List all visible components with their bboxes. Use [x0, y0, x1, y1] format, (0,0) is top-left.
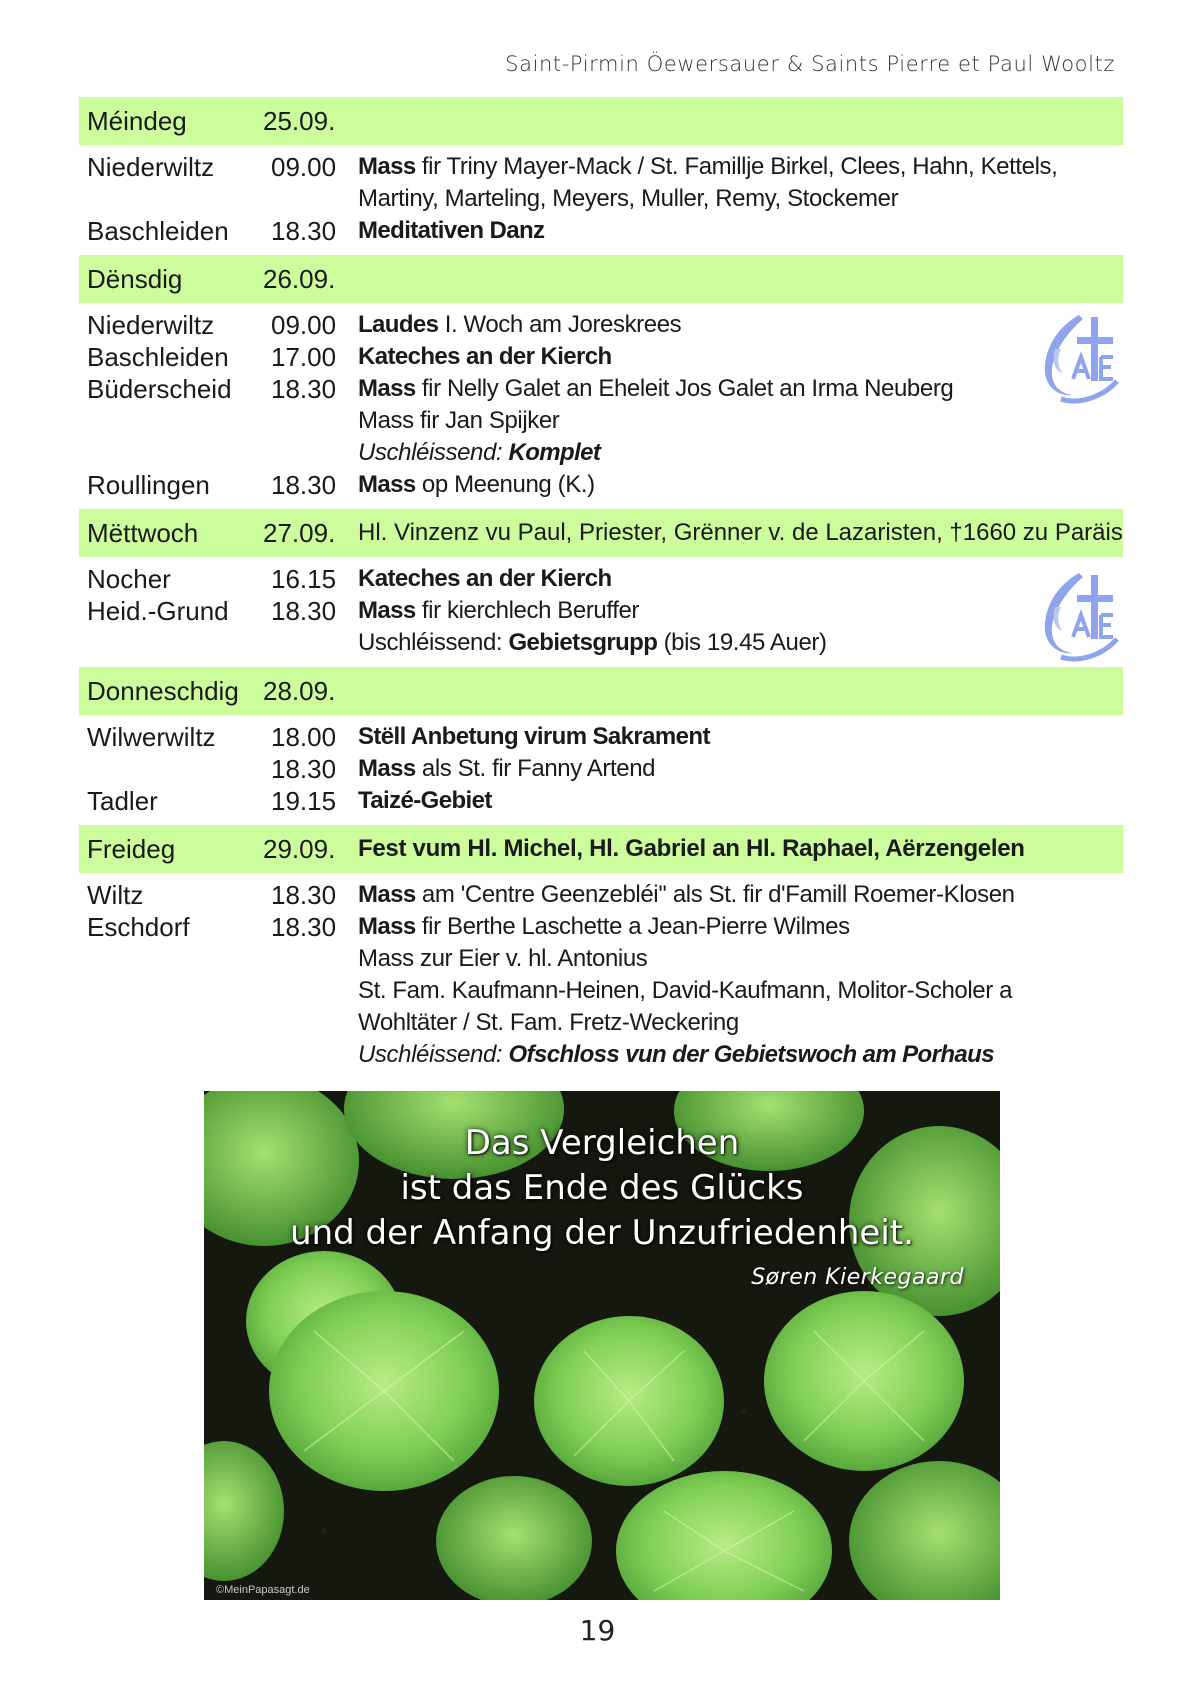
entry-place: Heid.-Grund — [87, 596, 229, 626]
entry-time: 19.15 — [271, 786, 337, 816]
day-bar-meindeg — [79, 97, 1123, 145]
entry — [79, 151, 1123, 215]
entry-text: Mass als St. fir Fanny Artend — [358, 755, 656, 782]
entry-text: Mass op Meenung (K.) — [358, 471, 595, 498]
page-number: 19 — [579, 1614, 616, 1647]
day-name: Donneschdig — [87, 675, 239, 706]
entry — [79, 721, 1123, 753]
entry-time: 18.30 — [271, 216, 337, 246]
day-name: Méindeg — [87, 105, 187, 136]
entry-place: Niederwiltz — [87, 310, 215, 340]
entry-place: Baschleiden — [87, 342, 229, 372]
schedule — [79, 97, 1123, 1079]
entry — [79, 373, 1123, 469]
entry-place — [79, 753, 263, 785]
entry-time: 18.30 — [271, 596, 337, 626]
day-bar-donneschdig — [79, 667, 1123, 715]
day-bar-mettwoch — [79, 509, 1123, 557]
entry-time: 18.30 — [271, 470, 337, 500]
entry-text: Mass fir Berthe Laschette a Jean-Pierre Wilmes Mass zur Eier v. hl. Antonius St. Fam. Kaufmann-Heinen, David-Kaufmann, Molitor-Scholer a Wohltäter / St. Fam. Fretz-Weckering Uschléissend: Ofschloss vun der Gebietswoch am Porhaus — [358, 913, 1013, 1068]
entry-time: 16.15 — [271, 564, 337, 594]
entry-text: Meditativen Danz — [358, 217, 545, 244]
day-entries-meindeg — [79, 151, 1123, 247]
day-entries-densdig — [79, 309, 1123, 501]
day-date: 28.09. — [263, 675, 336, 706]
day-date: 29.09. — [263, 833, 336, 864]
entry-time: 18.30 — [271, 912, 337, 942]
entry-time: 18.30 — [271, 374, 337, 404]
entry — [79, 595, 1123, 659]
entry-time: 18.30 — [271, 754, 337, 784]
entry-time: 17.00 — [271, 342, 337, 372]
day-name: Mëttwoch — [87, 517, 199, 548]
entry-text: Taizé-Gebiet — [358, 787, 492, 814]
entry-place: Eschdorf — [87, 912, 190, 942]
entry-text: Kateches an der Kierch — [358, 343, 612, 370]
entry-text: Kateches an der Kierch — [358, 565, 612, 592]
entry-time: 18.00 — [271, 722, 337, 752]
entry-place: Nocher — [87, 564, 171, 594]
day-name: Freideg — [87, 833, 176, 864]
day-date: 26.09. — [263, 263, 336, 294]
entry-place: Wiltz — [87, 880, 144, 910]
entry-text: Mass fir kierchlech Beruffer Uschléissend: Gebietsgrupp (bis 19.45 Auer) — [358, 597, 827, 656]
entry-text: Stëll Anbetung virum Sakrament — [358, 723, 710, 750]
entry — [79, 341, 1123, 373]
day-entries-donneschdig — [79, 721, 1123, 817]
day-date: 25.09. — [263, 105, 336, 136]
entry-place: Roullingen — [87, 470, 210, 500]
entry-text: Mass fir Nelly Galet an Eheleit Jos Galet an Irma Neuberg Mass fir Jan Spijker Uschléissend: Komplet — [358, 375, 954, 466]
entry-place: Wilwerwiltz — [87, 722, 216, 752]
entry — [79, 309, 1123, 341]
page-header: Saint-Pirmin Öewersauer & Saints Pierre et Paul Wooltz — [505, 52, 1115, 76]
day-bar-densdig — [79, 255, 1123, 303]
entry-place: Niederwiltz — [87, 152, 215, 182]
entry — [79, 753, 1123, 785]
quote-photo — [204, 1091, 1000, 1600]
day-bar-freideg — [79, 825, 1123, 873]
entry — [79, 215, 1123, 247]
entry — [79, 469, 1123, 501]
day-name: Dënsdig — [87, 263, 183, 294]
entry-time: 18.30 — [271, 880, 337, 910]
entry-text: Laudes I. Woch am Joreskrees — [358, 311, 682, 338]
entry-place: Büderscheid — [87, 374, 232, 404]
entry-place: Tadler — [87, 786, 158, 816]
entry-time: 09.00 — [271, 152, 337, 182]
entry-text: Mass fir Triny Mayer-Mack / St. Famillje Birkel, Clees, Hahn, Kettels, Martiny, Marteling, Meyers, Muller, Remy, Stockemer — [358, 153, 1058, 212]
quote-text: Das Vergleichen ist das Ende des Glücks und der Anfang der Unzufriedenheit. — [290, 1123, 914, 1253]
taize-logo-icon — [1021, 567, 1121, 663]
day-entries-mettwoch — [79, 563, 1123, 659]
day-date: 27.09. — [263, 517, 336, 548]
day-note: Hl. Vinzenz vu Paul, Priester, Grënner v. de Lazaristen, †1660 zu Paräis — [358, 519, 1123, 546]
entry-place: Baschleiden — [87, 216, 229, 246]
entry — [79, 911, 1123, 1071]
entry — [79, 879, 1123, 911]
entry-text: Mass am 'Centre Geenzebléi'' als St. fir d'Famill Roemer-Klosen — [358, 881, 1015, 908]
entry — [79, 785, 1123, 817]
quote-author: Søren Kierkegaard — [751, 1265, 964, 1290]
entry — [79, 563, 1123, 595]
day-entries-freideg — [79, 879, 1123, 1071]
day-note: Fest vum Hl. Michel, Hl. Gabriel an Hl. Raphael, Aërzengelen — [358, 835, 1025, 862]
photo-credit: ©MeinPapasagt.de — [216, 1584, 310, 1596]
taize-logo-icon — [1021, 309, 1121, 405]
entry-time: 09.00 — [271, 310, 337, 340]
